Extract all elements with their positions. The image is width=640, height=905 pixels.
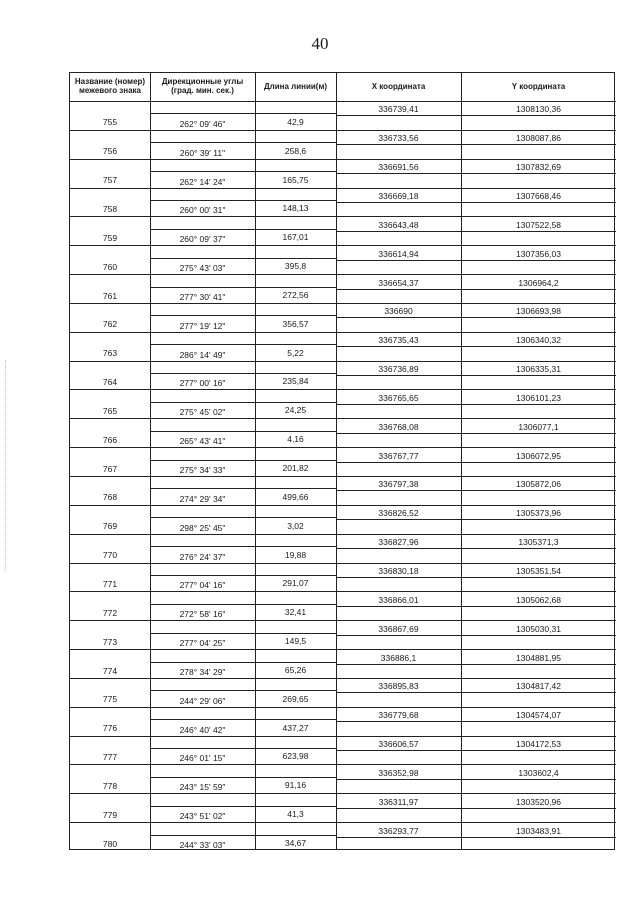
point-name: 775 xyxy=(102,694,118,705)
point-divider xyxy=(336,548,616,549)
row-divider xyxy=(70,274,150,275)
y-coordinate: 1305373,96 xyxy=(516,508,561,519)
y-coordinate: 1307522,58 xyxy=(516,219,561,230)
row-divider xyxy=(150,764,336,765)
point-divider xyxy=(336,289,616,290)
point-divider xyxy=(336,346,616,347)
line-length: 395,8 xyxy=(284,261,307,272)
row-divider xyxy=(70,332,150,333)
point-divider xyxy=(336,606,616,607)
y-coordinate: 1308130,36 xyxy=(516,104,561,115)
row-divider xyxy=(336,736,616,737)
line-length: 42,9 xyxy=(287,116,304,127)
x-coordinate: 336614,94 xyxy=(378,248,419,259)
line-length: 65,26 xyxy=(284,664,307,675)
row-divider xyxy=(336,793,616,794)
line-length: 201,82 xyxy=(282,463,309,473)
point-divider xyxy=(336,635,616,636)
row-divider xyxy=(150,476,336,477)
point-divider xyxy=(336,202,616,203)
segment-divider xyxy=(150,200,336,201)
row-divider xyxy=(150,274,336,275)
point-name: 779 xyxy=(102,809,118,820)
point-name: 764 xyxy=(102,377,118,388)
y-coordinate: 1306693,98 xyxy=(516,306,561,317)
row-divider xyxy=(150,649,336,650)
y-coordinate: 1306964,2 xyxy=(518,277,559,288)
y-coordinate: 1308087,86 xyxy=(516,133,561,144)
row-divider xyxy=(150,447,336,448)
segment-divider xyxy=(150,431,336,432)
direction-angle: 275° 34' 33" xyxy=(179,465,226,475)
y-coordinate: 1305872,06 xyxy=(516,479,561,490)
point-name: 766 xyxy=(102,434,118,445)
direction-angle: 262° 14' 24" xyxy=(179,176,226,187)
direction-angle: 277° 19' 12" xyxy=(179,320,226,331)
segment-divider xyxy=(150,777,336,778)
line-length: 258,6 xyxy=(284,145,307,156)
row-divider xyxy=(70,130,150,131)
segment-divider xyxy=(150,142,336,143)
row-divider xyxy=(70,620,150,621)
line-length: 3,02 xyxy=(287,520,304,531)
segment-divider xyxy=(150,719,336,720)
direction-angle: 244° 33' 03" xyxy=(179,840,226,850)
direction-angle: 298° 25' 45" xyxy=(179,522,226,533)
direction-angle: 260° 39' 11" xyxy=(179,147,226,158)
point-name: 780 xyxy=(102,838,118,849)
row-divider xyxy=(150,563,336,564)
point-name: 769 xyxy=(102,521,118,532)
row-divider xyxy=(70,245,150,246)
point-divider xyxy=(336,721,616,722)
line-length: 437,27 xyxy=(282,722,309,733)
row-divider xyxy=(336,707,616,708)
x-coordinate: 336765,65 xyxy=(378,392,419,403)
direction-angle: 243° 51' 02" xyxy=(179,811,226,822)
row-divider xyxy=(336,361,616,362)
point-name: 778 xyxy=(102,780,118,791)
row-divider xyxy=(70,389,150,390)
row-divider xyxy=(336,245,616,246)
y-coordinate: 1303520,96 xyxy=(516,796,561,807)
segment-divider xyxy=(150,690,336,691)
line-length: 41,3 xyxy=(287,809,304,820)
x-coordinate: 336767,77 xyxy=(378,450,419,461)
direction-angle: 244° 29' 06" xyxy=(179,695,226,706)
point-divider xyxy=(336,231,616,232)
x-coordinate: 336830,18 xyxy=(378,565,419,576)
x-coordinate: 336293,77 xyxy=(378,825,419,836)
row-divider xyxy=(150,159,336,160)
row-divider xyxy=(336,505,616,506)
row-divider xyxy=(336,303,616,304)
row-divider xyxy=(336,216,616,217)
row-divider xyxy=(70,505,150,506)
row-divider xyxy=(336,447,616,448)
direction-angle: 260° 00' 31" xyxy=(179,205,226,216)
row-divider xyxy=(150,389,336,390)
y-coordinate: 1307832,69 xyxy=(516,162,561,173)
x-coordinate: 336866,01 xyxy=(378,594,419,605)
header-length: Длина линии(м) xyxy=(263,81,328,91)
segment-divider xyxy=(150,113,336,114)
line-length: 167,01 xyxy=(282,232,309,243)
point-divider xyxy=(336,664,616,665)
row-divider xyxy=(336,678,616,679)
line-length: 148,13 xyxy=(282,203,309,214)
x-coordinate: 336669,18 xyxy=(378,190,419,201)
header-divider xyxy=(70,101,616,102)
line-length: 19,88 xyxy=(284,549,307,560)
row-divider xyxy=(150,245,336,246)
line-length: 165,75 xyxy=(282,174,309,185)
x-coordinate: 336606,57 xyxy=(378,739,419,750)
segment-divider xyxy=(150,488,336,489)
segment-divider xyxy=(150,575,336,576)
segment-divider xyxy=(150,171,336,172)
x-coordinate: 336895,83 xyxy=(378,681,419,692)
x-coordinate: 336735,43 xyxy=(378,335,419,346)
row-divider xyxy=(150,707,336,708)
segment-divider xyxy=(150,373,336,374)
direction-angle: 277° 04' 16" xyxy=(179,580,226,591)
page-number: 40 xyxy=(311,34,329,53)
row-divider xyxy=(150,130,336,131)
point-name: 755 xyxy=(102,117,118,128)
y-coordinate: 1304574,07 xyxy=(516,710,561,721)
point-name: 756 xyxy=(102,146,118,157)
direction-angle: 246° 40' 42" xyxy=(179,724,226,735)
point-name: 773 xyxy=(102,636,118,647)
direction-angle: 243° 15' 59" xyxy=(179,782,226,793)
segment-divider xyxy=(150,517,336,518)
y-coordinate: 1304817,42 xyxy=(516,681,561,692)
point-name: 777 xyxy=(102,752,118,763)
segment-divider xyxy=(150,258,336,259)
point-name: 760 xyxy=(102,261,118,272)
point-divider xyxy=(336,462,616,463)
x-coordinate: 336690 xyxy=(384,306,413,317)
direction-angle: 278° 34' 29" xyxy=(179,666,226,677)
row-divider xyxy=(70,216,150,217)
line-length: 269,65 xyxy=(282,693,309,704)
x-coordinate: 336643,48 xyxy=(378,219,419,230)
line-length: 356,57 xyxy=(282,318,309,329)
row-divider xyxy=(150,591,336,592)
row-divider xyxy=(336,822,616,823)
row-divider xyxy=(70,159,150,160)
y-coordinate: 1305351,54 xyxy=(516,565,561,576)
x-coordinate: 336736,89 xyxy=(378,364,419,375)
x-coordinate: 336827,96 xyxy=(378,537,419,548)
point-divider xyxy=(336,173,616,174)
row-divider xyxy=(70,736,150,737)
point-divider xyxy=(336,317,616,318)
row-divider xyxy=(70,707,150,708)
segment-divider xyxy=(150,806,336,807)
y-coordinate: 1306101,23 xyxy=(516,392,561,403)
point-divider xyxy=(336,692,616,693)
segment-divider xyxy=(150,344,336,345)
row-divider xyxy=(70,563,150,564)
segment-divider xyxy=(150,402,336,403)
row-divider xyxy=(70,303,150,304)
y-coordinate: 1307668,46 xyxy=(516,190,561,201)
line-length: 24,25 xyxy=(284,405,307,416)
point-name: 762 xyxy=(102,319,118,330)
segment-divider xyxy=(150,315,336,316)
row-divider xyxy=(70,591,150,592)
row-divider xyxy=(336,188,616,189)
x-coordinate: 336311,97 xyxy=(378,796,419,807)
point-name: 765 xyxy=(102,405,118,416)
direction-angle: 275° 45' 02" xyxy=(179,407,226,418)
segment-divider xyxy=(150,287,336,288)
point-name: 770 xyxy=(102,550,118,561)
row-divider xyxy=(150,216,336,217)
row-divider xyxy=(336,620,616,621)
row-divider xyxy=(70,188,150,189)
x-coordinate: 336797,38 xyxy=(378,479,419,490)
point-name: 761 xyxy=(102,290,118,301)
line-length: 149,5 xyxy=(284,636,307,647)
line-length: 4,16 xyxy=(287,434,304,445)
row-divider xyxy=(336,130,616,131)
direction-angle: 275° 43' 03" xyxy=(179,263,226,274)
segment-divider xyxy=(150,633,336,634)
row-divider xyxy=(70,447,150,448)
point-divider xyxy=(336,519,616,520)
x-coordinate: 336826,52 xyxy=(378,508,419,519)
point-name: 776 xyxy=(102,723,118,734)
direction-angle: 276° 24' 37" xyxy=(179,551,226,562)
direction-angle: 277° 04' 25" xyxy=(179,638,226,649)
row-divider xyxy=(150,620,336,621)
point-divider xyxy=(336,144,616,145)
point-divider xyxy=(336,404,616,405)
row-divider xyxy=(336,534,616,535)
point-name: 767 xyxy=(102,463,118,474)
segment-divider xyxy=(150,835,336,836)
row-divider xyxy=(150,332,336,333)
direction-angle: 286° 14' 49" xyxy=(179,349,226,360)
row-divider xyxy=(70,793,150,794)
row-divider xyxy=(70,534,150,535)
row-divider xyxy=(150,534,336,535)
line-length: 91,16 xyxy=(284,780,307,791)
point-name: 774 xyxy=(102,665,118,676)
direction-angle: 265° 43' 41" xyxy=(179,436,226,447)
direction-angle: 262° 09' 46" xyxy=(179,118,226,129)
row-divider xyxy=(336,389,616,390)
y-coordinate: 1306335,31 xyxy=(516,364,561,375)
y-coordinate: 1305062,68 xyxy=(516,594,561,605)
segment-divider xyxy=(150,662,336,663)
y-coordinate: 1306077,1 xyxy=(518,421,559,432)
point-divider xyxy=(336,260,616,261)
row-divider xyxy=(70,649,150,650)
x-coordinate: 336691,56 xyxy=(378,162,419,173)
segment-divider xyxy=(150,604,336,605)
point-divider xyxy=(336,808,616,809)
row-divider xyxy=(336,591,616,592)
y-coordinate: 1303483,91 xyxy=(516,825,561,836)
row-divider xyxy=(150,188,336,189)
point-divider xyxy=(336,779,616,780)
point-divider xyxy=(336,837,616,838)
row-divider xyxy=(336,563,616,564)
direction-angle: 260° 09' 37" xyxy=(179,234,226,245)
row-divider xyxy=(150,822,336,823)
direction-angle: 277° 00' 16" xyxy=(179,378,226,389)
coordinates-table xyxy=(69,72,615,850)
row-divider xyxy=(336,476,616,477)
direction-angle: 274° 29' 34" xyxy=(179,493,226,504)
y-coordinate: 1306072,95 xyxy=(516,450,561,461)
direction-angle: 246° 01' 15" xyxy=(179,753,226,764)
x-coordinate: 336779,68 xyxy=(378,710,419,721)
point-divider xyxy=(336,115,616,116)
y-coordinate: 1304881,95 xyxy=(516,652,561,663)
row-divider xyxy=(150,505,336,506)
row-divider xyxy=(150,736,336,737)
row-divider xyxy=(70,476,150,477)
row-divider xyxy=(150,793,336,794)
line-length: 623,98 xyxy=(282,751,309,762)
point-name: 759 xyxy=(102,232,118,243)
x-coordinate: 336352,98 xyxy=(378,767,419,778)
point-divider xyxy=(336,433,616,434)
point-name: 771 xyxy=(102,578,118,589)
y-coordinate: 1305371,3 xyxy=(518,537,559,548)
point-name: 772 xyxy=(102,607,118,618)
direction-angle: 272° 58' 16" xyxy=(179,609,226,620)
row-divider xyxy=(70,678,150,679)
line-length: 235,84 xyxy=(282,376,309,387)
point-name: 758 xyxy=(102,203,118,214)
header-name: Название (номер) межевого знака xyxy=(74,77,146,95)
segment-divider xyxy=(150,460,336,461)
x-coordinate: 336867,69 xyxy=(378,623,419,634)
point-divider xyxy=(336,750,616,751)
y-coordinate: 1306340,32 xyxy=(516,335,561,346)
y-coordinate: 1304172,53 xyxy=(516,739,561,750)
row-divider xyxy=(150,303,336,304)
x-coordinate: 336768,08 xyxy=(378,421,419,432)
point-name: 763 xyxy=(102,348,118,359)
point-name: 768 xyxy=(102,492,118,503)
row-divider xyxy=(70,764,150,765)
row-divider xyxy=(336,764,616,765)
header-x: X координата xyxy=(371,81,426,91)
header-y: Y координата xyxy=(511,81,566,91)
row-divider xyxy=(336,332,616,333)
segment-divider xyxy=(150,546,336,547)
row-divider xyxy=(150,361,336,362)
x-coordinate: 336739,41 xyxy=(378,104,419,115)
direction-angle: 277° 30' 41" xyxy=(179,291,226,302)
row-divider xyxy=(336,418,616,419)
y-coordinate: 1307356,03 xyxy=(516,248,561,259)
row-divider xyxy=(336,274,616,275)
x-coordinate: 336654,37 xyxy=(378,277,419,288)
point-name: 757 xyxy=(102,175,118,186)
y-coordinate: 1305030,31 xyxy=(516,623,561,634)
segment-divider xyxy=(150,748,336,749)
x-coordinate: 336733,56 xyxy=(378,133,419,144)
margin-scan-mark xyxy=(5,360,9,570)
row-divider xyxy=(70,361,150,362)
line-length: 34,67 xyxy=(284,838,307,848)
row-divider xyxy=(150,418,336,419)
row-divider xyxy=(150,678,336,679)
segment-divider xyxy=(150,229,336,230)
point-divider xyxy=(336,577,616,578)
line-length: 499,66 xyxy=(282,491,309,502)
point-divider xyxy=(336,375,616,376)
row-divider xyxy=(336,649,616,650)
line-length: 291,07 xyxy=(282,578,309,589)
y-coordinate: 1303602,4 xyxy=(518,767,559,778)
x-coordinate: 336886,1 xyxy=(380,652,417,663)
line-length: 32,41 xyxy=(284,607,307,618)
point-divider xyxy=(336,490,616,491)
row-divider xyxy=(336,159,616,160)
row-divider xyxy=(70,822,150,823)
line-length: 5,22 xyxy=(287,347,304,358)
row-divider xyxy=(70,418,150,419)
header-angle: Дирекционные углы (град. мин. сек.) xyxy=(161,77,244,95)
line-length: 272,56 xyxy=(282,289,309,300)
